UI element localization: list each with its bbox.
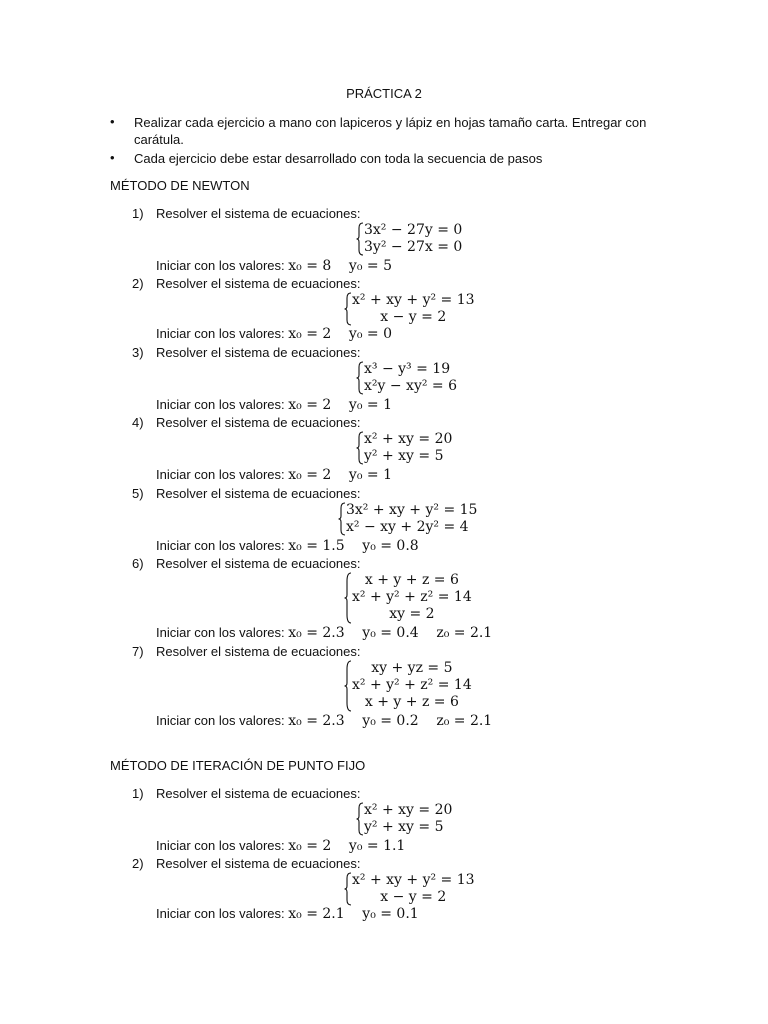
initial-values bbox=[156, 538, 419, 554]
left-brace bbox=[338, 502, 346, 536]
init-value-y: y₀ = 0.4 bbox=[362, 625, 419, 641]
init-label: Iniciar con los valores: bbox=[156, 326, 285, 341]
init-value-x: x₀ = 2.3 bbox=[288, 713, 345, 729]
initial-values bbox=[156, 326, 392, 342]
init-value-y: y₀ = 0.1 bbox=[362, 906, 419, 922]
equation: xy = 2 bbox=[389, 606, 435, 622]
init-value-x: x₀ = 2.1 bbox=[288, 906, 345, 922]
problem-number: 1) bbox=[132, 786, 144, 801]
equation: x³ − y³ = 19 bbox=[364, 361, 451, 377]
problem-number: 2) bbox=[132, 856, 144, 871]
initial-values bbox=[156, 713, 492, 729]
equation: x² + xy = 20 bbox=[364, 431, 453, 447]
initial-values bbox=[156, 625, 492, 641]
init-label: Iniciar con los valores: bbox=[156, 467, 285, 482]
init-value-y: y₀ = 0 bbox=[348, 326, 392, 342]
left-brace bbox=[356, 802, 364, 836]
problem-statement: Resolver el sistema de ecuaciones: bbox=[156, 856, 361, 871]
equation: x + y + z = 6 bbox=[364, 694, 459, 710]
init-value-y: y₀ = 1 bbox=[348, 397, 392, 413]
initial-values bbox=[156, 397, 392, 413]
equation: y² + xy = 5 bbox=[364, 819, 444, 835]
problem-number: 6) bbox=[132, 556, 144, 571]
equation: y² + xy = 5 bbox=[364, 448, 444, 464]
equation-system bbox=[344, 572, 472, 624]
init-value-z: z₀ = 2.1 bbox=[436, 625, 493, 641]
problem-statement: Resolver el sistema de ecuaciones: bbox=[156, 644, 361, 659]
init-label: Iniciar con los valores: bbox=[156, 258, 285, 273]
problem-number: 2) bbox=[132, 276, 144, 291]
left-brace bbox=[344, 292, 352, 326]
equation: x² + xy = 20 bbox=[364, 802, 453, 818]
problem-statement: Resolver el sistema de ecuaciones: bbox=[156, 206, 361, 221]
init-value-y: y₀ = 5 bbox=[348, 258, 392, 274]
init-value-x: x₀ = 2 bbox=[288, 326, 332, 342]
problem-statement: Resolver el sistema de ecuaciones: bbox=[156, 556, 361, 571]
problem-number: 3) bbox=[132, 345, 144, 360]
problem-statement: Resolver el sistema de ecuaciones: bbox=[156, 786, 361, 801]
init-label: Iniciar con los valores: bbox=[156, 625, 285, 640]
equation: x − y = 2 bbox=[380, 309, 447, 325]
equation-system bbox=[344, 872, 475, 906]
equation: 3x² − 27y = 0 bbox=[364, 222, 463, 238]
left-brace bbox=[344, 872, 352, 906]
initial-values bbox=[156, 838, 405, 854]
init-value-y: y₀ = 1 bbox=[348, 467, 392, 483]
bullet-instruction-2: Cada ejercicio debe estar desarrollado con toda la secuencia de pasos bbox=[134, 151, 543, 166]
init-value-z: z₀ = 2.1 bbox=[436, 713, 493, 729]
section-heading-newton: MÉTODO DE NEWTON bbox=[110, 178, 250, 193]
init-value-y: y₀ = 0.8 bbox=[362, 538, 419, 554]
equation: x − y = 2 bbox=[380, 889, 447, 905]
problem-number: 1) bbox=[132, 206, 144, 221]
init-label: Iniciar con los valores: bbox=[156, 538, 285, 553]
bullet-marker: • bbox=[110, 114, 115, 129]
equation-system bbox=[356, 222, 462, 256]
bullet-instruction-1: Realizar cada ejercicio a mano con lapiceros y lápiz en hojas tamaño carta. Entregar con carátula. bbox=[134, 115, 647, 147]
problem-statement: Resolver el sistema de ecuaciones: bbox=[156, 276, 361, 291]
equation-system bbox=[344, 292, 475, 326]
equation: 3x² + xy + y² = 15 bbox=[346, 502, 478, 518]
init-value-x: x₀ = 8 bbox=[288, 258, 332, 274]
bullet-marker: • bbox=[110, 150, 115, 165]
section-heading-fixed-point: MÉTODO DE ITERACIÓN DE PUNTO FIJO bbox=[110, 758, 366, 773]
left-brace bbox=[344, 572, 352, 624]
equation-system bbox=[338, 502, 477, 536]
equation: x² − xy + 2y² = 4 bbox=[346, 519, 469, 535]
problem-number: 7) bbox=[132, 644, 144, 659]
equation: x² + xy + y² = 13 bbox=[352, 872, 475, 888]
equation: x² + xy + y² = 13 bbox=[352, 292, 475, 308]
problem-number: 5) bbox=[132, 486, 144, 501]
initial-values bbox=[156, 467, 392, 483]
equation-system bbox=[344, 660, 472, 712]
left-brace bbox=[356, 361, 364, 395]
init-label: Iniciar con los valores: bbox=[156, 906, 285, 921]
init-value-y: y₀ = 1.1 bbox=[348, 838, 406, 854]
init-value-y: y₀ = 0.2 bbox=[362, 713, 419, 729]
equation: x + y + z = 6 bbox=[364, 572, 459, 588]
equation: x² + y² + z² = 14 bbox=[352, 589, 472, 605]
init-value-x: x₀ = 2 bbox=[288, 467, 332, 483]
init-value-x: x₀ = 2 bbox=[288, 838, 332, 854]
init-value-x: x₀ = 1.5 bbox=[288, 538, 345, 554]
initial-values bbox=[156, 258, 392, 274]
init-value-x: x₀ = 2.3 bbox=[288, 625, 345, 641]
left-brace bbox=[356, 431, 364, 465]
left-brace bbox=[356, 222, 364, 256]
initial-values bbox=[156, 906, 419, 922]
equation-system bbox=[356, 431, 452, 465]
page-title: PRÁCTICA 2 bbox=[346, 86, 422, 101]
equation: x² + y² + z² = 14 bbox=[352, 677, 472, 693]
init-label: Iniciar con los valores: bbox=[156, 838, 285, 853]
equation-system bbox=[356, 361, 457, 395]
problem-statement: Resolver el sistema de ecuaciones: bbox=[156, 415, 361, 430]
problem-statement: Resolver el sistema de ecuaciones: bbox=[156, 486, 361, 501]
problem-number: 4) bbox=[132, 415, 144, 430]
equation: x²y − xy² = 6 bbox=[364, 378, 458, 394]
equation: 3y² − 27x = 0 bbox=[364, 239, 463, 255]
init-value-x: x₀ = 2 bbox=[288, 397, 332, 413]
problem-statement: Resolver el sistema de ecuaciones: bbox=[156, 345, 361, 360]
left-brace bbox=[344, 660, 352, 712]
equation-system bbox=[356, 802, 452, 836]
equation: xy + yz = 5 bbox=[371, 660, 453, 676]
init-label: Iniciar con los valores: bbox=[156, 713, 285, 728]
init-label: Iniciar con los valores: bbox=[156, 397, 285, 412]
